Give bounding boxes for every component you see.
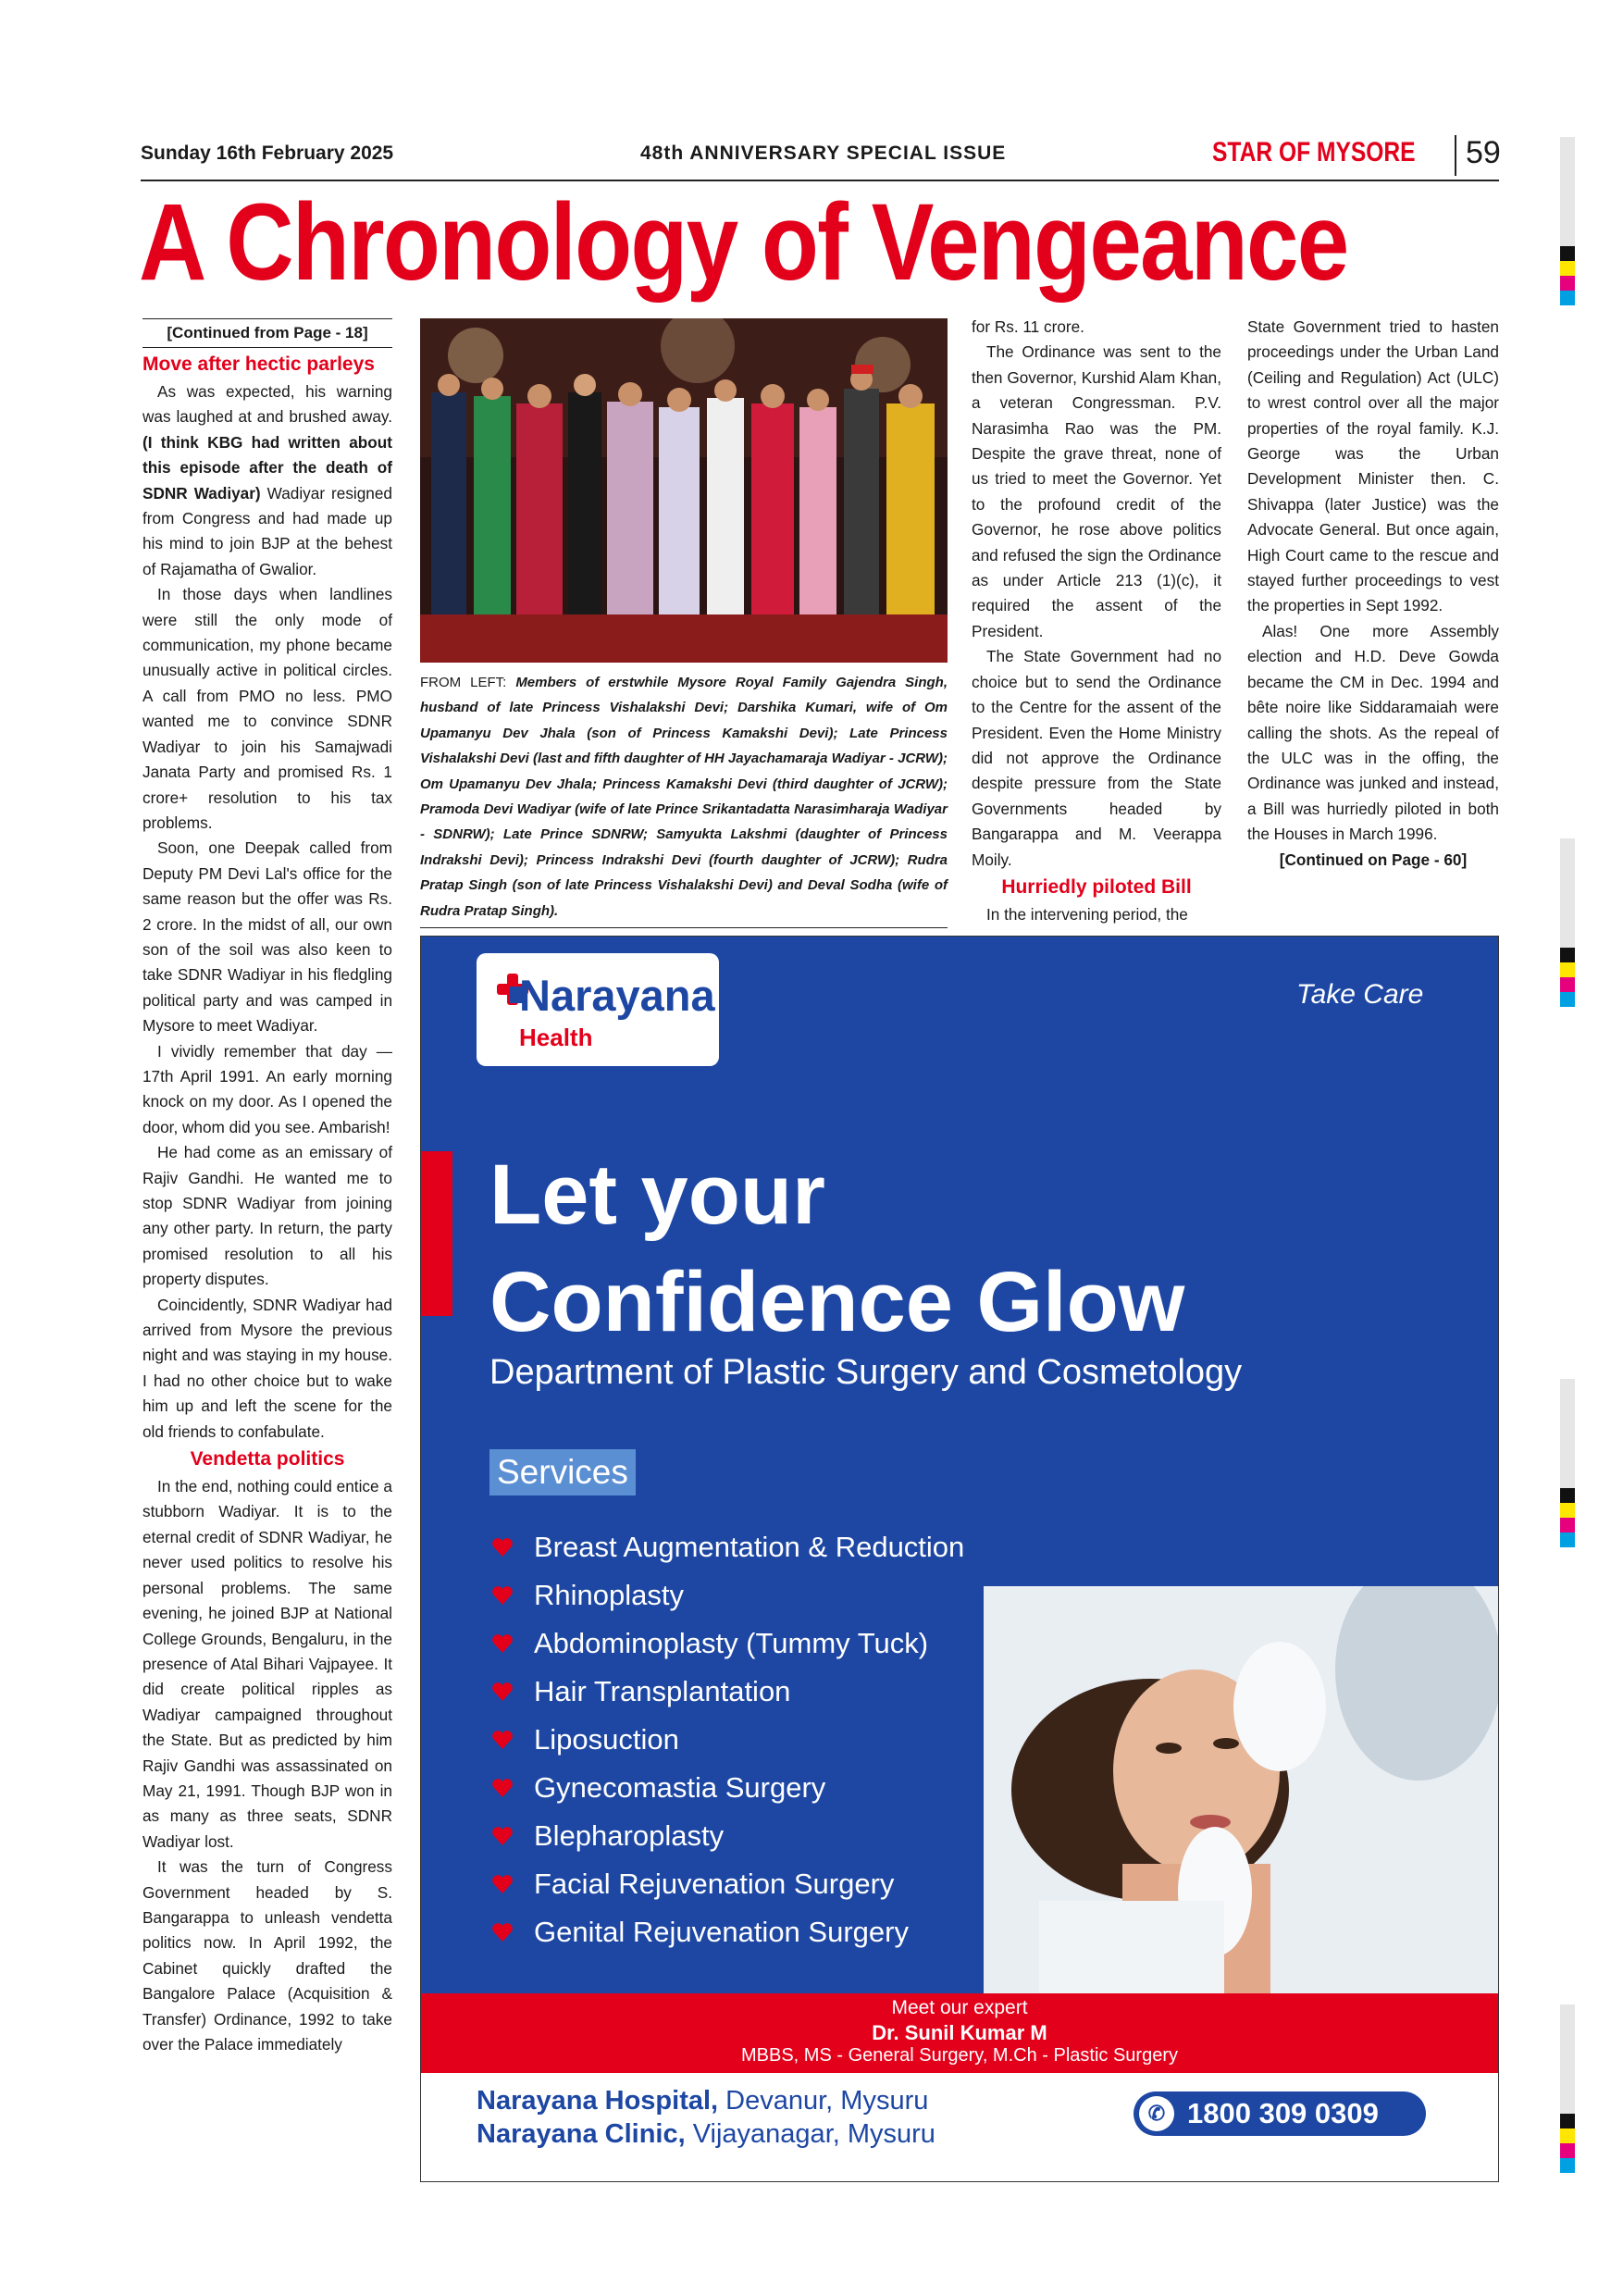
article-column-3 <box>972 315 1221 927</box>
patient-illustration <box>984 1586 1498 1993</box>
masthead-brand: STAR OF MYSORE <box>1212 137 1416 168</box>
service-item: Gynecomastia Surgery <box>489 1764 964 1812</box>
paragraph: State Government tried to hasten proceedings under the Urban Land (Ceiling and Regulation) Act (ULC) to wrest control over all the major properties of the royal family. K.J. George was the Urban Development Minister then. C. Shivappa (later Justice) was the Advocate General. But once again, High Court came to the rescue and stayed further proceedings to vest the properties in Sept 1992. <box>1247 317 1499 615</box>
paragraph: In the end, nothing could entice a stubborn Wadiyar. It is to the eternal credit of SDNR Wadiyar, he never used politics to resolve his personal problems. The same evening, he joined BJP at National College Grounds, Bengaluru, in the presence of Atal Bihari Vajpayee. It did create political ripples as Wadiyar campaigned throughout the State. But as predicted by him Rajiv Gandhi was assassinated on May 21, 1991. Though BJP won in as many as three seats, SDNR Wadiyar lost. <box>142 1477 392 1851</box>
paragraph: He had come as an emissary of Rajiv Gandhi. He wanted me to stop SDNR Wadiyar from joining any other party. In return, the party promised resolution to all his property disputes. <box>142 1143 392 1289</box>
paragraph: In those days when landlines were still the only mode of communication, my phone became unusually active in political circles. A call from PMO no less. PMO wanted me to convince SDNR Wadiyar to join his Samajwadi Janata Party and promised Rs. 1 crore+ resolution to his tax problems. <box>142 585 392 832</box>
heart-icon <box>491 1921 514 1943</box>
continued-from-note: [Continued from Page - 18] <box>142 318 392 348</box>
article-column-4 <box>1247 315 1499 873</box>
ad-tagline: Take Care <box>1296 979 1424 1010</box>
heart-icon <box>491 1536 514 1558</box>
paragraph: It was the turn of Congress Government headed by S. Bangarappa to unleash vendetta politics now. In April 1992, the Cabinet quickly drafted the Bangalore Palace (Acquisition & Transfer) Ordinance, 1992 to take over the Palace immediately <box>142 1857 392 2054</box>
services-list <box>489 1523 964 1956</box>
narayana-health-logo <box>477 953 719 1066</box>
cosmetic-consultation-photo <box>984 1586 1498 1993</box>
registration-marks <box>1560 2004 1575 2173</box>
registration-marks <box>1560 838 1575 1007</box>
page-header <box>141 135 1499 181</box>
registration-marks <box>1560 1379 1575 1547</box>
paragraph: Coincidently, SDNR Wadiyar had arrived from Mysore the previous night and was staying in my house. I had no other choice but to wake him up and left the scene for the old friends to confabulate. <box>142 1295 392 1441</box>
hospital-address: Narayana Hospital, Devanur, Mysuru <box>477 2086 929 2116</box>
service-item: Liposuction <box>489 1716 964 1764</box>
group-photo-illustration <box>420 318 948 663</box>
service-item: Facial Rejuvenation Surgery <box>489 1860 964 1908</box>
service-item: Genital Rejuvenation Surgery <box>489 1908 964 1956</box>
paragraph: Alas! One more Assembly election and H.D. Deve Gowda became the CM in Dec. 1994 and bête noire like Siddaramaiah were calling the shots. As the repeal of the ULC was in the offing, the Ordinance was junked and instead, a Bill was hurriedly piloted in both the Houses in March 1996. <box>1247 621 1499 844</box>
logo-wordmark: Narayana <box>519 971 715 1020</box>
continued-on-note: [Continued on Page - 60] <box>1279 850 1468 869</box>
heart-icon <box>491 1632 514 1655</box>
paragraph: Soon, one Deepak called from Deputy PM Devi Lal's office for the same reason but the offer was Rs. 2 crore. In the midst of all, our own son of the soil was also keen to take SDNR Wadiyar in his fledgling political party and was camped in Mysore to meet Wadiyar. <box>142 838 392 1036</box>
heart-icon <box>491 1873 514 1895</box>
photo-caption: FROM LEFT: Members of erstwhile Mysore Royal Family Gajendra Singh, husband of late Princess Vishalakshi Devi; Darshika Kumari, wife of Om Upamanyu Dev Jhala (son of Princess Kamakshi Devi); Late Princess Vishalakshi Devi (last and fifth daughter of HH Jayachamaraja Wadiyar - JCRW); Om Upamanyu Dev Jhala; Princess Kamakshi Devi (third daughter of JCRW); Pramoda Devi Wadiyar (wife of late Prince Srikantadatta Narasimharaja Wadiyar - SDNRW); Late Prince SDNRW; Samyukta Lakshmi (daughter of Princess Indrakshi Devi); Princess Indrakshi Devi (fourth daughter of JCRW); Rudra Pratap Singh (son of late Princess Vishalakshi Devi) and Deval Sodha (wife of Rudra Pratap Singh). <box>420 670 948 928</box>
logo-subtitle: Health <box>519 1024 593 1051</box>
page-number: 59 <box>1455 135 1501 176</box>
clinic-address: Narayana Clinic, Vijayanagar, Mysuru <box>477 2119 935 2149</box>
royal-family-photo <box>420 318 948 663</box>
paragraph: In the intervening period, the <box>986 904 1188 924</box>
paragraph: The Ordinance was sent to the then Governor, Kurshid Alam Khan, a veteran Congressman. P.V. Narasimha Rao was the PM. Despite the grave threat, none of us tried to meet the Governor. Yet to the profound credit of the Governor, he rose above politics and refused the sign the Ordinance as under Article 213 (1)(c), it required the assent of the President. <box>972 342 1221 640</box>
services-badge: Services <box>489 1449 636 1496</box>
service-item: Rhinoplasty <box>489 1571 964 1620</box>
ad-headline-line1: Let your <box>489 1148 825 1242</box>
phone-number: 1800 309 0309 <box>1187 2097 1379 2129</box>
article-column-1 <box>142 318 392 2057</box>
issue-date: Sunday 16th February 2025 <box>141 143 394 164</box>
expert-label: Meet our expert <box>891 1997 1028 2018</box>
accent-bar <box>421 1151 452 1316</box>
subheading: Hurriedly piloted Bill <box>1001 875 1192 898</box>
expert-qualifications: MBBS, MS - General Surgery, M.Ch - Plastic Surgery <box>741 2045 1178 2066</box>
service-item: Blepharoplasty <box>489 1812 964 1860</box>
expert-band <box>421 1993 1498 2073</box>
heart-icon <box>491 1584 514 1607</box>
narayana-health-advertisement <box>420 936 1499 2182</box>
service-item: Hair Transplantation <box>489 1668 964 1716</box>
subheading: Vendetta politics <box>190 1448 345 1471</box>
paragraph: The State Government had no choice but to send the Ordinance to the Centre for the assent of the President. Even the Home Ministry did not approve the Ordinance despite pressure from the State Governments headed by Bangarappa and M. Veerappa Moily. <box>972 647 1221 869</box>
phone-icon: ✆ <box>1139 2096 1174 2131</box>
subheading: Move after hectic parleys <box>142 354 375 375</box>
heart-icon <box>491 1825 514 1847</box>
heart-icon <box>491 1777 514 1799</box>
contact-band <box>421 2073 1498 2181</box>
heart-icon <box>491 1681 514 1703</box>
service-item: Abdominoplasty (Tummy Tuck) <box>489 1620 964 1668</box>
phone-number-badge <box>1134 2091 1426 2136</box>
service-item: Breast Augmentation & Reduction <box>489 1523 964 1571</box>
paragraph: for Rs. 11 crore. <box>972 317 1084 336</box>
heart-icon <box>491 1729 514 1751</box>
issue-label: 48th ANNIVERSARY SPECIAL ISSUE <box>640 143 1007 164</box>
expert-name: Dr. Sunil Kumar M <box>872 2021 1047 2044</box>
paragraph: I vividly remember that day — 17th April 1991. An early morning knock on my door. As I opened the door, whom did you see. Ambarish! <box>142 1041 392 1136</box>
paragraph: As was expected, his warning was laughed at and brushed away. (I think KBG had written about this episode after the death of SDNR Wadiyar) Wadiyar resigned from Congress and had made up his mind to join BJP at the behest of Rajamatha of Gwalior. <box>142 382 392 578</box>
article-headline: A Chronology of Vengeance <box>139 181 1348 304</box>
registration-marks <box>1560 137 1575 305</box>
ad-headline-line2: Confidence Glow <box>489 1255 1185 1349</box>
department-name: Department of Plastic Surgery and Cosmetology <box>489 1353 1243 1392</box>
